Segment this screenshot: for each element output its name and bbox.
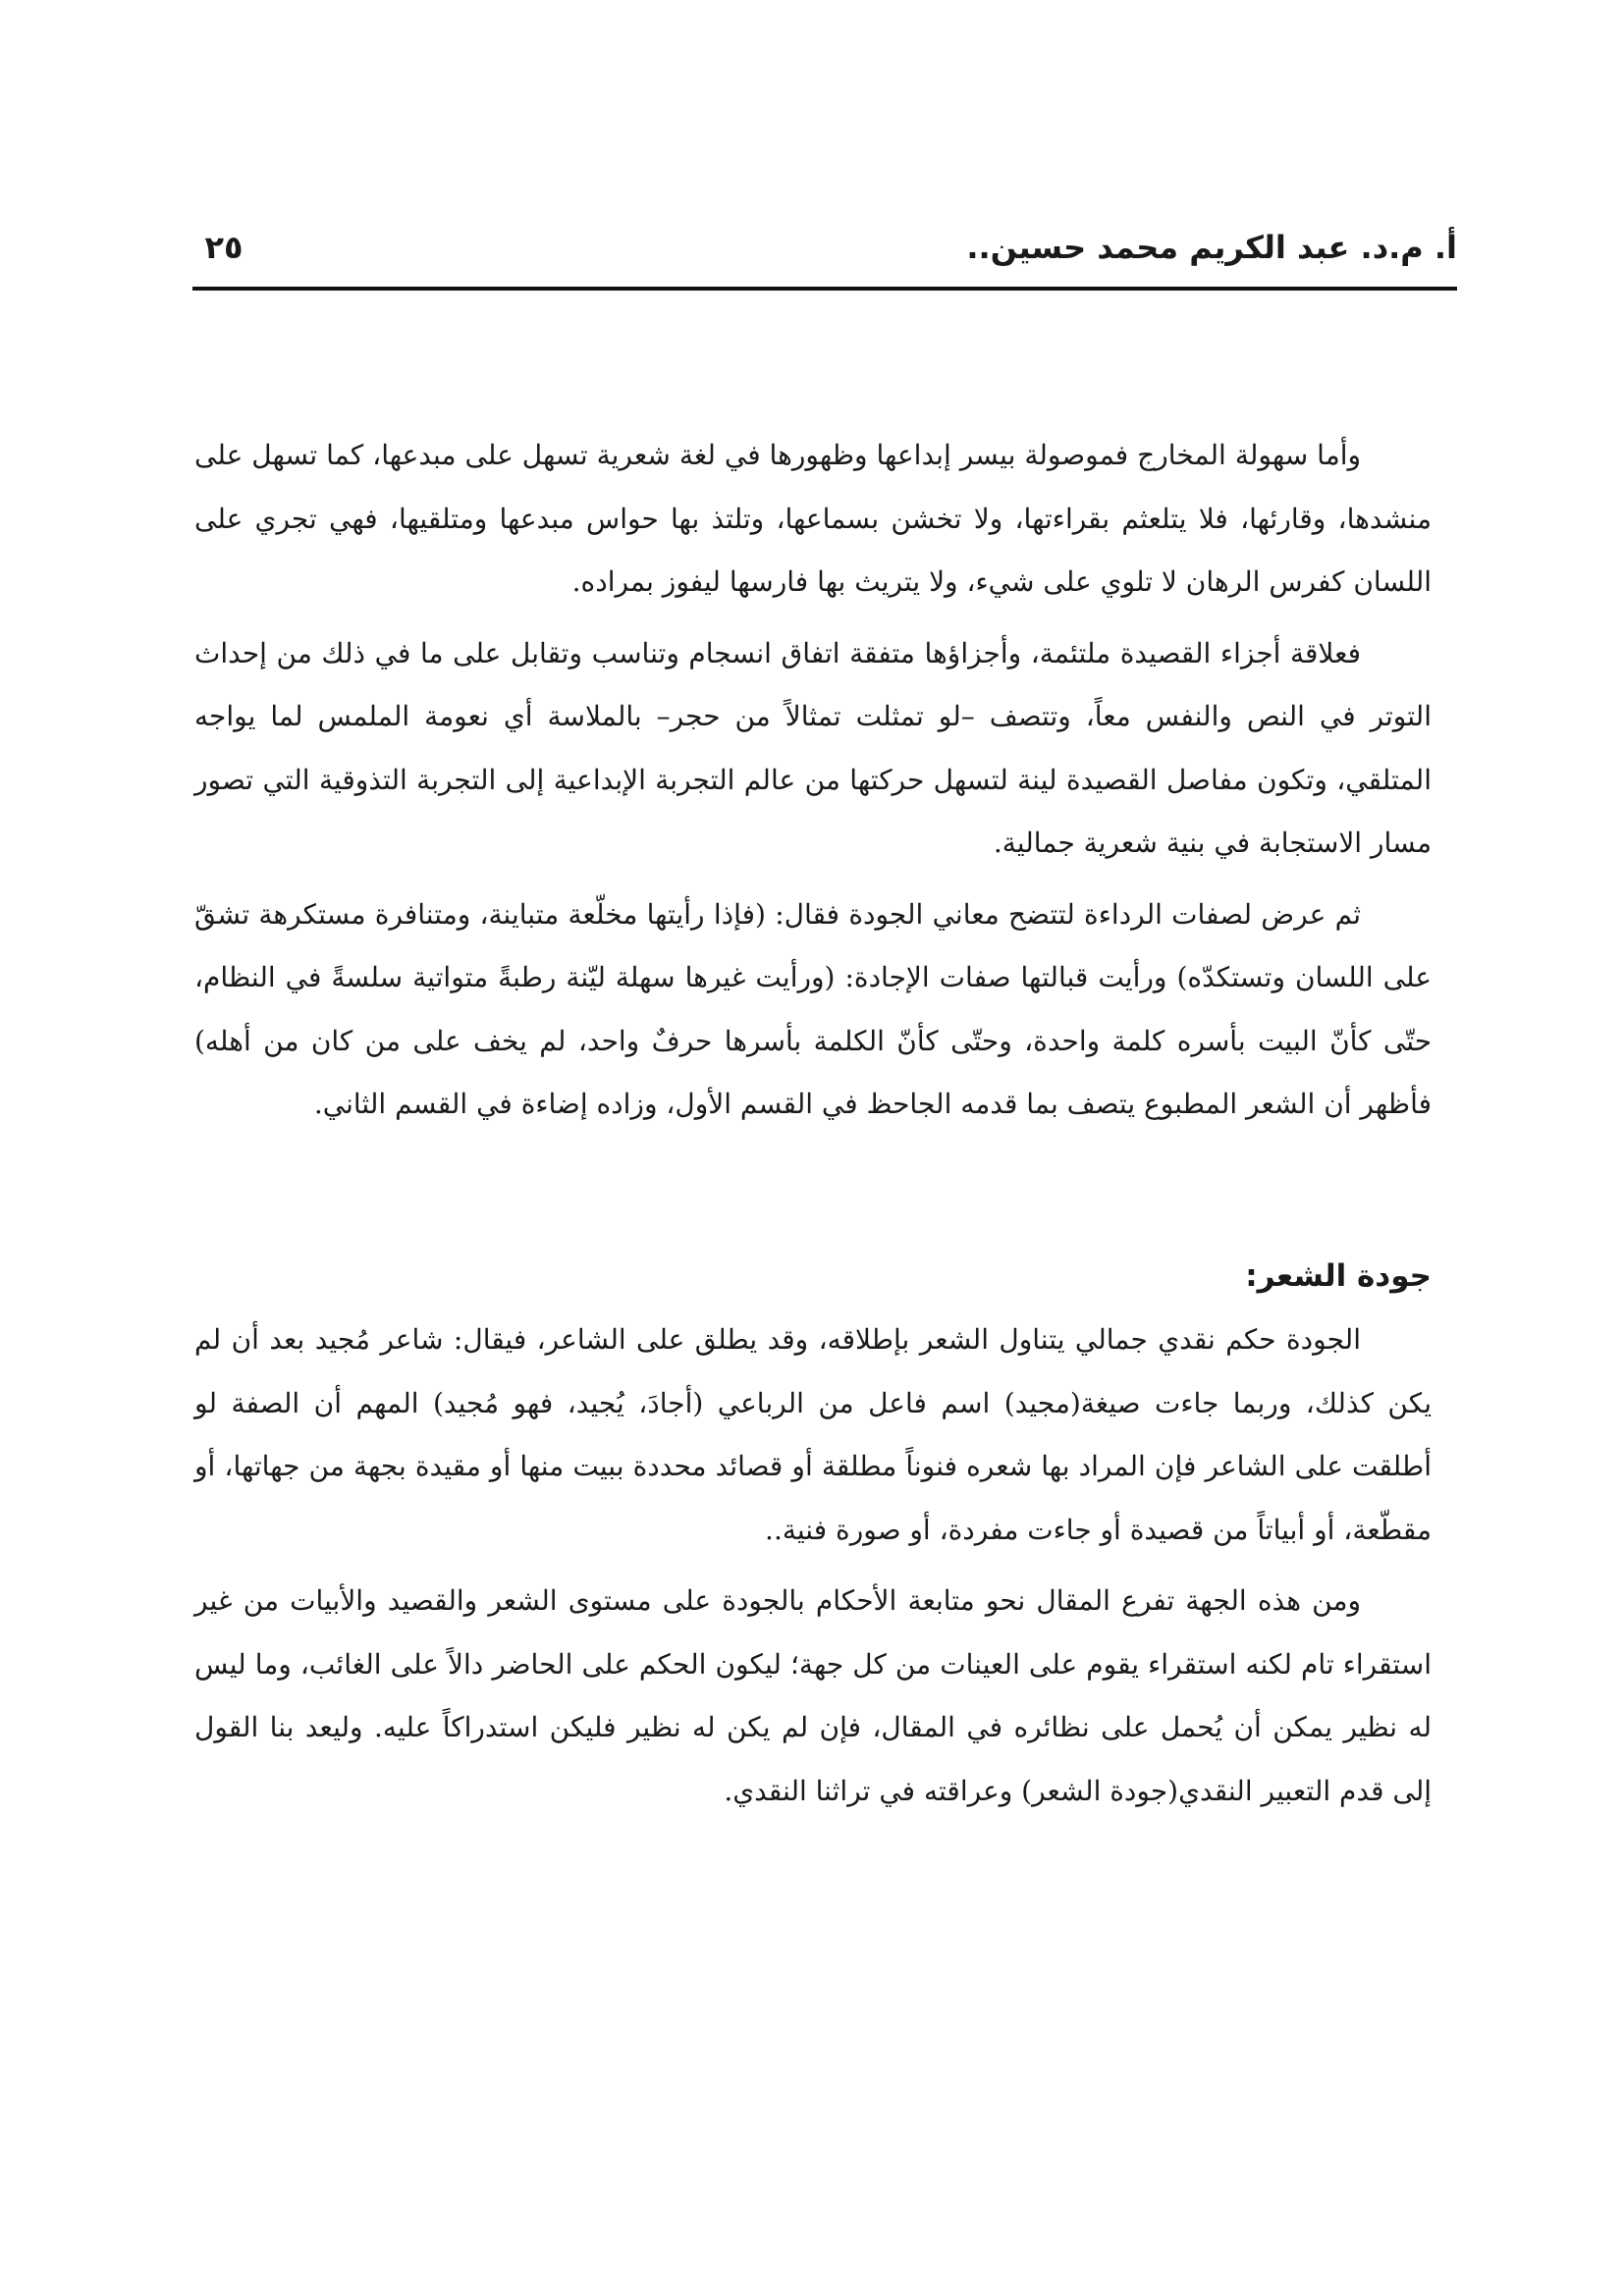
section-poetry-quality: [194, 1252, 1432, 1823]
running-header-title: أ. م.د. عبد الكريم محمد حسين..: [966, 229, 1457, 266]
paragraph: ومن هذه الجهة تفرع المقال نحو متابعة الأحكام بالجودة على مستوى الشعر والقصيد والأبيات من غير استقراء تام لكنه استقراء يقوم على العينات من كل جهة؛ ليكون الحكم على الحاضر دالاً على الغائب، وما ليس له نظير يمكن أن يُحمل على نظائره في المقال، فإن لم يكن له نظير فليكن استدراكاً عليه. وليعد بنا القول إلى قدم التعبير النقدي(جودة الشعر) وعراقته في تراثنا النقدي.: [194, 1584, 1432, 1807]
paragraph: وأما سهولة المخارج فموصولة بيسر إبداعها وظهورها في لغة شعرية تسهل على مبدعها، كما تسهل على منشدها، وقارئها، فلا يتلعثم بقراءتها، ولا تخشن بسماعها، وتلتذ بها حواس مبدعها ومتلقيها، فهي تجري على اللسان كفرس الرهان لا تلوي على شيء، ولا يتريث بها فارسها ليفوز بمراده.: [194, 439, 1432, 598]
page-number: ٢٥: [204, 229, 244, 266]
section-heading: جودة الشعر:: [1245, 1258, 1432, 1294]
page-header: [192, 218, 1457, 291]
paragraph: ثم عرض لصفات الرداءة لتتضح معاني الجودة فقال: (فإذا رأيتها مخلّعة متباينة، ومتنافرة مستكرهة تشقّ على اللسان وتستكدّه) ورأيت قبالتها صفات الإجادة: (ورأيت غيرها سهلة ليّنة رطبةً متواتية سلسةً في النظام، حتّى كأنّ البيت بأسره كلمة واحدة، وحتّى كأنّ الكلمة بأسرها حرفٌ واحد، لم يخف على من كان من أهله) فأظهر أن الشعر المطبوع يتصف بما قدمه الجاحظ في القسم الأول، وزاده إضاءة في القسم الثاني.: [194, 897, 1433, 1120]
paragraph: الجودة حكم نقدي جمالي يتناول الشعر بإطلاقه، وقد يطلق على الشاعر، فيقال: شاعر مُجيد بعد أن لم يكن كذلك، وربما جاءت صيغة(مجيد) اسم فاعل من الرباعي (أجادَ، يُجيد، فهو مُجيد) المهم أن الصفة لو أطلقت على الشاعر فإن المراد بها شعره فنوناً مطلقة أو قصائد محددة ببيت منها أو مقيدة بجهة من جهاتها، أو مقطّعة، أو أبياتاً من قصيدة أو جاءت مفردة، أو صورة فنية..: [194, 1323, 1432, 1546]
body-text: [194, 424, 1432, 1137]
paragraph: فعلاقة أجزاء القصيدة ملتئمة، وأجزاؤها متفقة اتفاق انسجام وتناسب وتقابل على ما في ذلك من إحداث التوتر في النص والنفس معاً، وتتصف –لو تمثلت تمثالاً من حجر– بالملاسة أي نعومة الملمس لما يواجه المتلقي، وتكون مفاصل القصيدة لينة لتسهل حركتها من عالم التجربة الإبداعية إلى التجربة التذوقية التي تصور مسار الاستجابة في بنية شعرية جمالية.: [194, 636, 1432, 859]
